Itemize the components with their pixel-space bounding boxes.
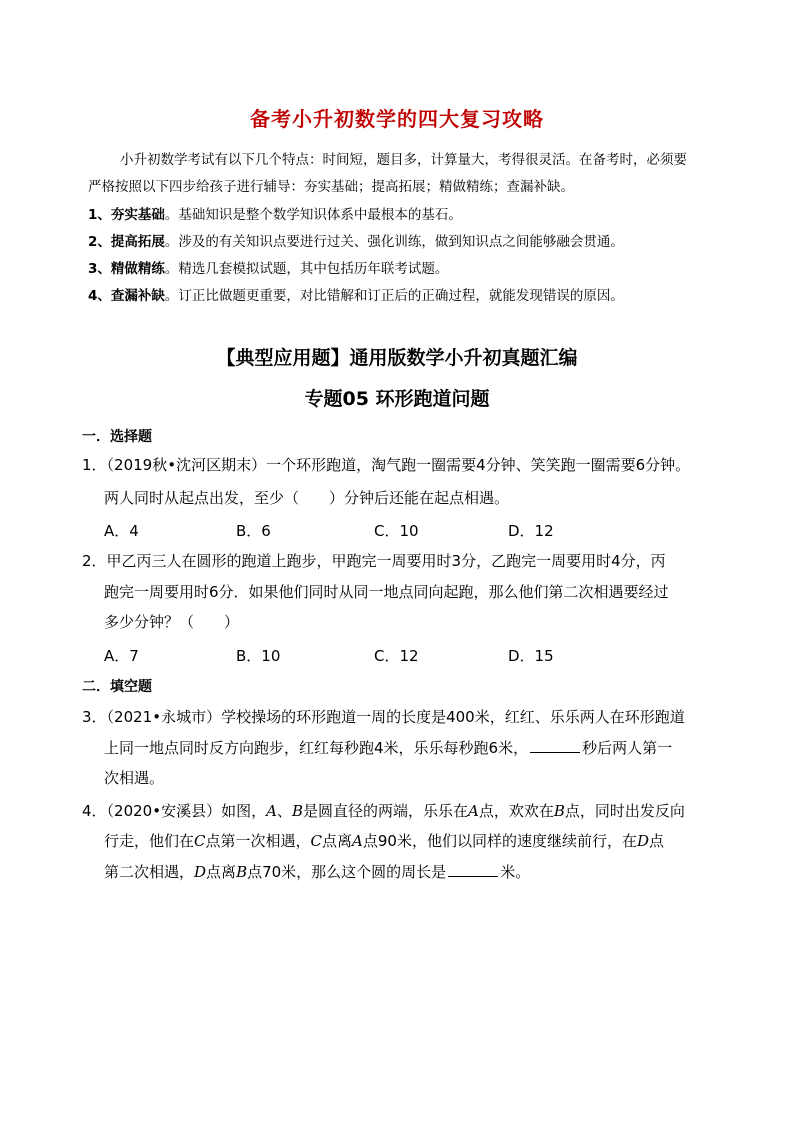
q4-text: 点离 xyxy=(322,832,353,850)
document-title: 【典型应用题】通用版数学小升初真题汇编 xyxy=(216,347,578,369)
question-3-line-1: 3．（2021•永城市）学校操场的环形跑道一周的长度是400米，红红、乐乐两人在环形跑道 xyxy=(82,708,685,726)
point-a-label: A xyxy=(467,802,479,820)
q4-text: 点70米，那么这个圆的周长是 xyxy=(247,863,447,881)
question-1-line-1: 1．（2019秋•沈河区期末）一个环形跑道，淘气跑一圈需要4分钟、笑笑跑一圈需要6分钟。 xyxy=(82,456,691,474)
point-c-label: C xyxy=(310,832,322,850)
tip-body: 。订正比做题更重要，对比错解和订正后的正确过程，就能发现错误的原因。 xyxy=(164,288,624,304)
question-2-line-2: 跑完一周要用时6分．如果他们同时从同一地点同向起跑，那么他们第二次相遇要经过 xyxy=(104,583,669,601)
question-1-line-2: 两人同时从起点出发，至少（ ）分钟后还能在起点相遇。 xyxy=(104,489,510,507)
tip-heading: 夯实基础 xyxy=(110,207,165,223)
question-1-option-c: C．10 xyxy=(374,522,419,540)
section-fill-heading: 二．填空题 xyxy=(82,679,152,695)
tip-4 xyxy=(88,286,624,306)
tip-1 xyxy=(88,205,462,225)
q4-text: 点，欢欢在 xyxy=(478,802,554,820)
question-3-text-b: 秒后两人第一 xyxy=(582,739,673,757)
question-2-option-b: B．10 xyxy=(236,647,281,665)
tip-2 xyxy=(88,232,624,252)
tip-heading: 精做精练 xyxy=(110,261,165,277)
tip-heading: 提高拓展 xyxy=(110,234,165,250)
section-choice-heading: 一．选择题 xyxy=(82,429,152,445)
intro-line-2: 严格按照以下四步给孩子进行辅导：夯实基础；提高拓展；精做精练；查漏补缺。 xyxy=(88,179,574,195)
question-4-line-1 xyxy=(82,800,685,822)
point-d-label: D xyxy=(194,863,207,881)
point-a-label: A xyxy=(352,832,363,850)
answer-blank[interactable] xyxy=(448,862,498,877)
question-2-option-a: A．7 xyxy=(104,647,139,665)
q4-text: 是圆直径的两端，乐乐在 xyxy=(302,802,468,820)
point-b-label: B xyxy=(553,802,565,820)
question-4-line-2 xyxy=(104,830,664,852)
question-2-line-3: 多少分钟？（ ） xyxy=(104,613,240,631)
q4-text: 4．（2020•安溪县）如图， xyxy=(82,802,267,820)
point-d-label: D xyxy=(636,832,649,850)
point-b-label: B xyxy=(291,802,303,820)
question-1-option-d: D．12 xyxy=(508,522,554,540)
tip-body: 。基础知识是整个数学知识体系中最根本的基石。 xyxy=(164,207,462,223)
question-1-option-b: B．6 xyxy=(236,522,271,540)
tip-number: 3、 xyxy=(88,261,111,277)
tip-number: 4、 xyxy=(88,288,111,304)
tip-body: 。精选几套模拟试题，其中包括历年联考试题。 xyxy=(164,261,449,277)
intro-line-1: 小升初数学考试有以下几个特点：时间短，题目多，计算量大，考得很灵活。在备考时，必须要 xyxy=(120,152,687,168)
q4-text: 点离 xyxy=(206,863,237,881)
tip-number: 2、 xyxy=(88,234,111,250)
answer-blank[interactable] xyxy=(530,738,580,753)
question-3-text-a: 上同一地点同时反方向跑步，红红每秒跑4米，乐乐每秒跑6米， xyxy=(104,739,529,757)
q4-text: 点第一次相遇， xyxy=(205,832,311,850)
question-3-line-3: 次相遇。 xyxy=(104,769,165,787)
question-4-line-3 xyxy=(104,861,530,883)
q4-text: 点 xyxy=(648,832,664,850)
point-c-label: C xyxy=(194,832,206,850)
q4-text: 行走，他们在 xyxy=(104,832,195,850)
strategy-title: 备考小升初数学的四大复习攻略 xyxy=(250,107,544,131)
question-2-line-1: 2．甲乙丙三人在圆形的跑道上跑步，甲跑完一周要用时3分，乙跑完一周要用时4分，丙 xyxy=(82,552,666,570)
q4-text: 第二次相遇， xyxy=(104,863,195,881)
q4-text: 米。 xyxy=(500,863,531,881)
q4-text: 、 xyxy=(276,802,292,820)
tip-body: 。涉及的有关知识点要进行过关、强化训练，做到知识点之间能够融会贯通。 xyxy=(164,234,624,250)
point-a-label: A xyxy=(266,802,277,820)
question-2-option-d: D．15 xyxy=(508,647,554,665)
question-3-line-2 xyxy=(104,737,672,759)
question-1-option-a: A．4 xyxy=(104,522,139,540)
question-2-option-c: C．12 xyxy=(374,647,419,665)
tip-number: 1、 xyxy=(88,207,111,223)
tip-heading: 查漏补缺 xyxy=(110,288,165,304)
q4-text: 点90米，他们以同样的速度继续前行，在 xyxy=(362,832,637,850)
tip-3 xyxy=(88,259,448,279)
point-b-label: B xyxy=(236,863,248,881)
topic-subtitle: 专题05 环形跑道问题 xyxy=(304,388,490,410)
q4-text: 点，同时出发反向 xyxy=(564,802,685,820)
